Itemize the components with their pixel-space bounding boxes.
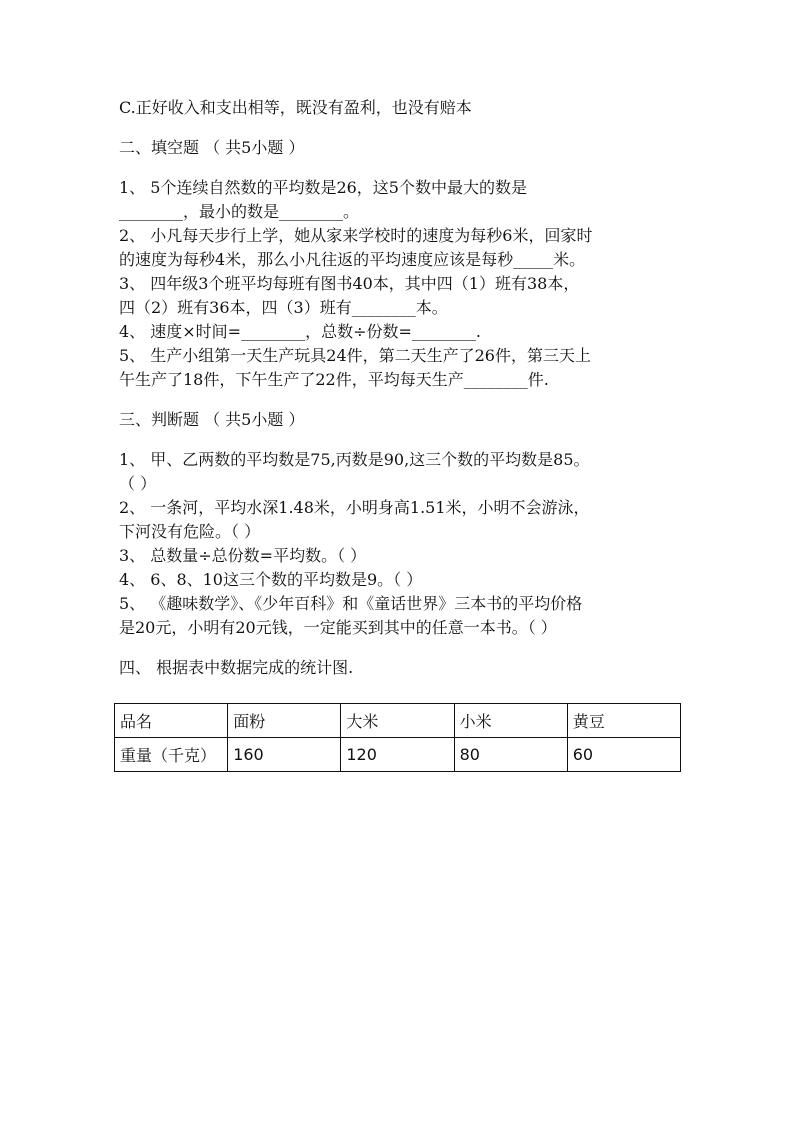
judge-q5-line2: 是20元，小明有20元钱，一定能买到其中的任意一本书。（ ） — [119, 618, 557, 637]
fill-q5-line1: 5、 生产小组第一天生产玩具24件，第二天生产了26件，第三天上 — [119, 346, 591, 365]
fill-q2-line1: 2、 小凡每天步行上学，她从家来学校时的速度为每秒6米，回家时 — [119, 226, 593, 245]
table-cell: 重量（千克） — [115, 738, 228, 772]
fill-q5-line2: 午生产了18件，下午生产了22件，平均每天生产________件. — [119, 370, 549, 389]
fill-q3-line1: 3、 四年级3个班平均每班有图书40本，其中四（1）班有38本， — [119, 274, 580, 293]
table-cell: 60 — [567, 738, 680, 772]
data-table — [114, 703, 681, 772]
fill-q4: 4、 速度×时间=________，总数÷份数=________. — [119, 322, 481, 341]
judge-q2-line2: 下河没有危险。（ ） — [119, 522, 261, 541]
judge-q1-line2: （ ） — [119, 474, 157, 493]
table-header-row — [115, 704, 681, 738]
table-cell: 黄豆 — [567, 704, 680, 738]
judge-q3: 3、 总数量÷总份数=平均数。（ ） — [119, 546, 367, 565]
fill-q1-line2: ________，最小的数是________。 — [119, 202, 360, 221]
section-4-heading: 四、 根据表中数据完成的统计图. — [119, 658, 354, 677]
fill-q3-line2: 四（2）班有36本，四（3）班有________本。 — [119, 298, 448, 317]
table-cell: 品名 — [115, 704, 228, 738]
table-cell: 160 — [228, 738, 341, 772]
table-cell: 80 — [454, 738, 567, 772]
judge-q4: 4、 6、8、10这三个数的平均数是9。（ ） — [119, 570, 423, 589]
judge-q1-line1: 1、 甲、乙两数的平均数是75,丙数是90,这三个数的平均数是85。 — [119, 450, 590, 469]
fill-q1-line1: 1、 5个连续自然数的平均数是26，这5个数中最大的数是 — [119, 178, 527, 197]
table-cell: 120 — [341, 738, 454, 772]
section-2-heading: 二、填空题 （ 共5小题 ） — [119, 138, 305, 157]
fill-q2-line2: 的速度为每秒4米，那么小凡往返的平均速度应该是每秒_____米。 — [119, 250, 586, 269]
table-cell: 大米 — [341, 704, 454, 738]
judge-q5-line1: 5、 《趣味数学》、《少年百科》和《童话世界》三本书的平均价格 — [119, 594, 583, 613]
option-c: C.正好收入和支出相等，既没有盈利，也没有赔本 — [119, 98, 472, 117]
table-cell: 小米 — [454, 704, 567, 738]
judge-q2-line1: 2、 一条河，平均水深1.48米，小明身高1.51米，小明不会游泳， — [119, 498, 590, 517]
table-row — [115, 738, 681, 772]
table-cell: 面粉 — [228, 704, 341, 738]
worksheet-page — [119, 96, 689, 680]
section-3-heading: 三、判断题 （ 共5小题 ） — [119, 410, 305, 429]
